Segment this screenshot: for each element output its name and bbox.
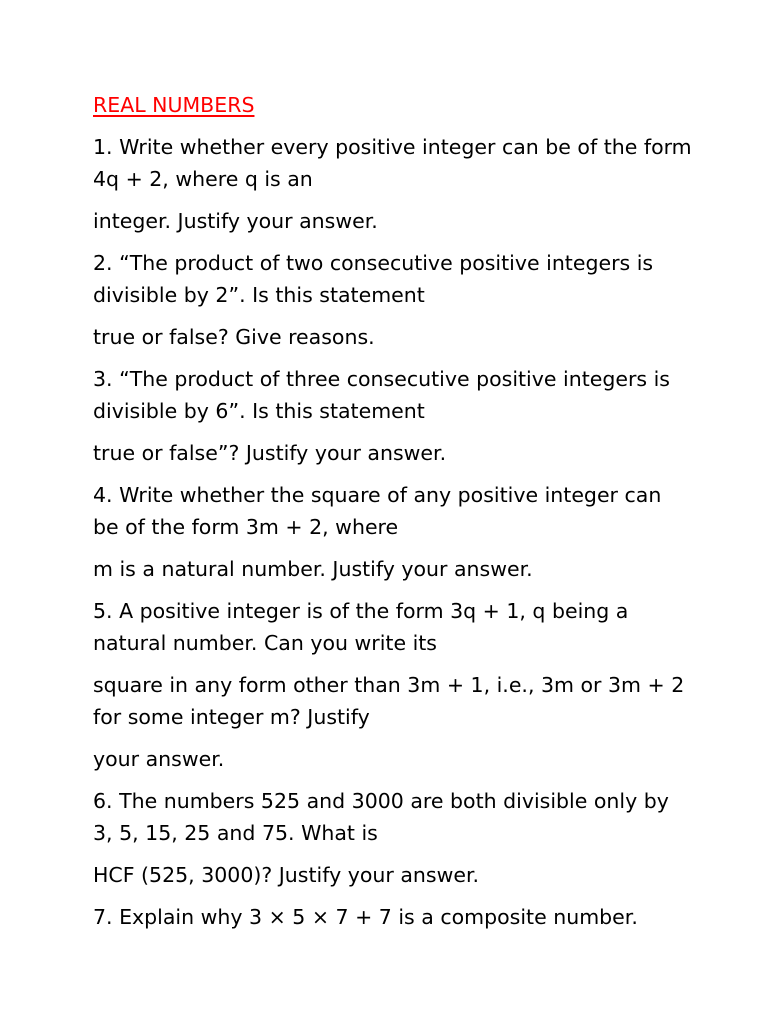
paragraph-q7: 7. Explain why 3 × 5 × 7 + 7 is a composite number. <box>93 905 638 929</box>
paragraph-q3-line2: true or false”? Justify your answer. <box>93 441 447 465</box>
paragraph-q5-line2: square in any form other than 3m + 1, i.e., 3m or 3m + 2 for some integer m? Justify <box>93 673 685 729</box>
document-page <box>93 89 693 943</box>
paragraph-q2-line2: true or false? Give reasons. <box>93 325 375 349</box>
paragraph-q4-line1: 4. Write whether the square of any positive integer can be of the form 3m + 2, where <box>93 483 662 539</box>
paragraph-q6-line1: 6. The numbers 525 and 3000 are both divisible only by 3, 5, 15, 25 and 75. What is <box>93 789 669 845</box>
paragraph-q4-line2: m is a natural number. Justify your answer. <box>93 557 533 581</box>
paragraph-q1-line2: integer. Justify your answer. <box>93 209 378 233</box>
paragraph-q6-line2: HCF (525, 3000)? Justify your answer. <box>93 863 480 887</box>
paragraph-q3-line1: 3. “The product of three consecutive positive integers is divisible by 6”. Is this statement <box>93 367 670 423</box>
paragraph-q5-line1: 5. A positive integer is of the form 3q + 1, q being a natural number. Can you write its <box>93 599 629 655</box>
paragraph-q2-line1: 2. “The product of two consecutive positive integers is divisible by 2”. Is this statement <box>93 251 654 307</box>
document-title: REAL NUMBERS <box>93 93 255 117</box>
paragraph-q5-line3: your answer. <box>93 747 225 771</box>
paragraph-q1-line1: 1. Write whether every positive integer can be of the form 4q + 2, where q is an <box>93 135 692 191</box>
